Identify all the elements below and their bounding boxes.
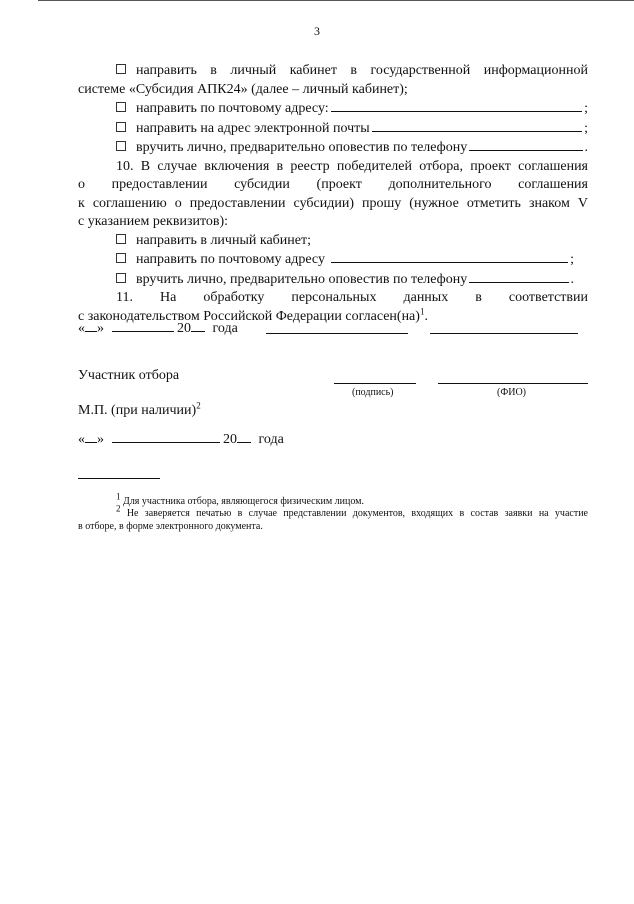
checkbox[interactable] xyxy=(116,273,126,283)
fio-caption: (ФИО) xyxy=(497,387,527,398)
year-field-2[interactable] xyxy=(237,430,251,443)
document-body xyxy=(78,62,588,326)
signature-line-1[interactable] xyxy=(266,333,408,334)
option-postal-address: направить по почтовому адресу: ; xyxy=(78,99,588,119)
footnote-separator xyxy=(78,478,160,479)
phone-field-2[interactable] xyxy=(469,270,568,283)
footnote-2: $^2$ Не заверяется печатью в случае представлении документов, входящих в состав заявки на участие xyxy=(116,503,588,519)
checkbox[interactable] xyxy=(116,122,126,132)
date-row-1: « » 20 года xyxy=(78,321,238,336)
item11-line1: 11. На обработку персональных данных в соответствии xyxy=(116,290,588,305)
postal-address-field-2[interactable] xyxy=(331,250,568,263)
signature-caption: (подпись) xyxy=(352,387,394,398)
email-field[interactable] xyxy=(372,119,582,132)
option-email: направить на адрес электронной почты ; xyxy=(78,119,588,139)
stamp-label: М.П. (при наличии)$^2$ xyxy=(78,400,201,418)
checkbox[interactable] xyxy=(116,253,126,263)
postal-address-field[interactable] xyxy=(331,99,582,112)
signature-line[interactable] xyxy=(334,383,416,384)
day-field-2[interactable] xyxy=(85,430,97,443)
item11-line2: с законодательством Российской Федерации согласен(на)$^1$. xyxy=(78,305,428,324)
fio-line[interactable] xyxy=(438,383,588,384)
item10-line1: 10. В случае включения в реестр победителей отбора, проект соглашения xyxy=(116,158,588,174)
top-border-line xyxy=(38,0,634,1)
month-field[interactable] xyxy=(112,319,174,332)
checkbox[interactable] xyxy=(116,102,126,112)
year-field[interactable] xyxy=(191,319,205,332)
checkbox[interactable] xyxy=(116,234,126,244)
participant-label: Участник отбора xyxy=(78,368,180,383)
option-in-person: вручить лично, предварительно оповестив по телефону . xyxy=(78,138,588,158)
option-personal-account-gis-cont: системе «Субсидия АПК24» (далее – личный кабинет); xyxy=(78,81,408,97)
item10-line4: с указанием реквизитов): xyxy=(78,214,229,229)
month-field-2[interactable] xyxy=(112,430,220,443)
footnote-2-cont: в отборе, в форме электронного документа. xyxy=(78,521,263,532)
option2-in-person: вручить лично, предварительно оповестив по телефону . xyxy=(78,270,588,290)
footnote-1: $^1$ Для участника отбора, являющегося физическим лицом. xyxy=(116,491,364,507)
page-number: 3 xyxy=(314,24,320,38)
option2-personal-account: направить в личный кабинет; xyxy=(78,232,588,251)
option2-postal-address: направить по почтовому адресу ; xyxy=(78,250,588,270)
option-personal-account-gis: направить в личный кабинет в государственной информационной xyxy=(78,62,588,81)
day-field[interactable] xyxy=(85,319,97,332)
phone-field[interactable] xyxy=(469,138,582,151)
date-row-2: « » 20 года xyxy=(78,432,284,447)
fio-line-1[interactable] xyxy=(430,333,578,334)
checkbox[interactable] xyxy=(116,141,126,151)
checkbox[interactable] xyxy=(116,64,126,74)
item10-line2: о предоставлении субсидии (проект дополнительного соглашения xyxy=(78,177,588,192)
item10-line3: к соглашению о предоставлении субсидии) прошу (нужное отметить знаком V xyxy=(78,195,588,211)
